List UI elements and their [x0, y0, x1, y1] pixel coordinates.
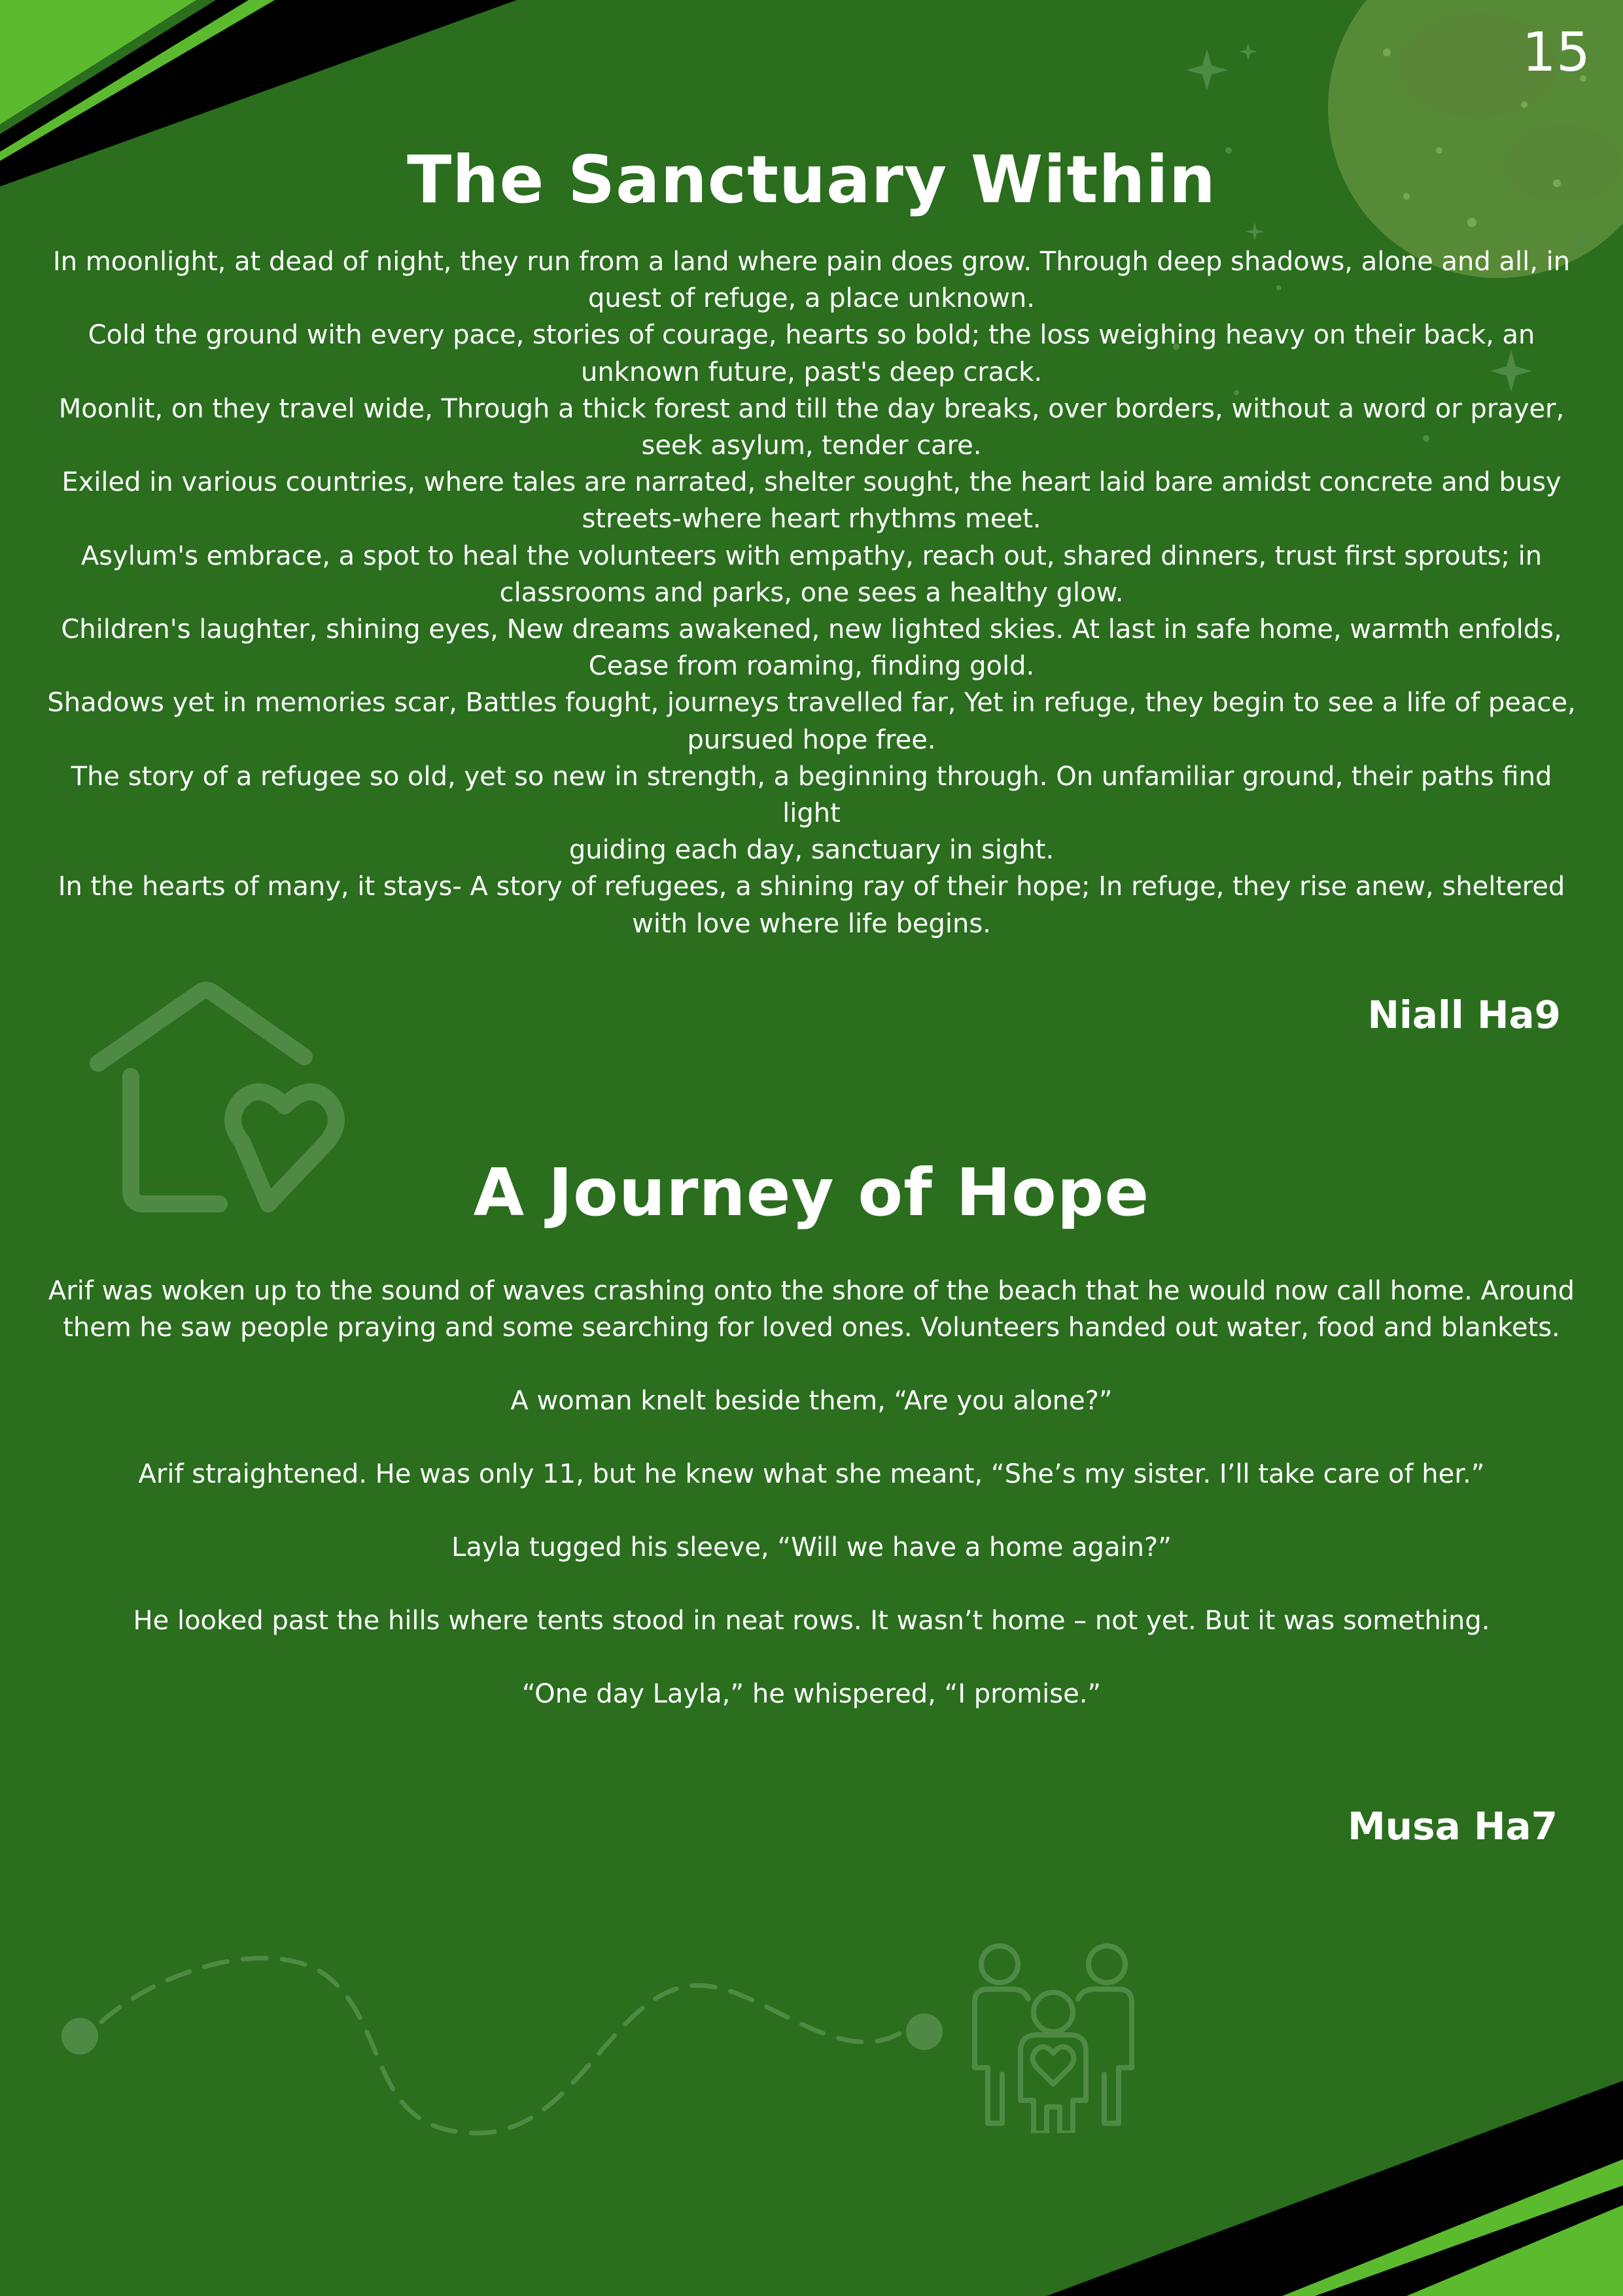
- poem-line: with love where life begins.: [632, 908, 991, 939]
- poem-line: guiding each day, sanctuary in sight.: [568, 835, 1055, 866]
- poem-body: [39, 243, 1584, 942]
- poem-line: Cold the ground with every pace, stories of courage, hearts so bold; the loss weighing heavy on their back, an: [88, 320, 1535, 351]
- story-author: Musa Ha7: [1348, 1804, 1558, 1848]
- story-paragraph: Layla tugged his sleeve, “Will we have a home again?”: [451, 1532, 1172, 1563]
- poem-line: Moonlit, on they travel wide, Through a thick forest and till the day breaks, over borders, without a word or prayer,: [58, 393, 1565, 424]
- dashed-path-icon: [52, 1924, 968, 2146]
- page-number: 15: [1522, 22, 1590, 84]
- poem-line: quest of refuge, a place unknown.: [588, 283, 1035, 314]
- poem-line: In the hearts of many, it stays- A story of refugees, a shining ray of their hope; In refuge, they rise anew, sheltered: [58, 872, 1565, 902]
- poem-line: Children's laughter, shining eyes, New dreams awakened, new lighted skies. At last in safe home, warmth enfolds,: [61, 614, 1562, 645]
- family-icon: [955, 1937, 1151, 2133]
- poem-line: Cease from roaming, finding gold.: [588, 651, 1035, 682]
- story-paragraph: A woman knelt beside them, “Are you alone?”: [510, 1386, 1113, 1416]
- story-paragraph: He looked past the hills where tents stood in neat rows. It wasn’t home – not yet. But it was something.: [133, 1606, 1490, 1636]
- poem-line: seek asylum, tender care.: [641, 431, 982, 461]
- path-start-dot: [61, 2018, 98, 2055]
- poem-line: Exiled in various countries, where tales are narrated, shelter sought, the heart laid bare amidst concrete and busy: [61, 467, 1562, 498]
- poem-author: Niall Ha9: [1367, 993, 1561, 1037]
- poem-line: In moonlight, at dead of night, they run from a land where pain does grow. Through deep shadows, alone and all, in: [52, 247, 1571, 277]
- story-paragraph: Arif straightened. He was only 11, but he knew what she meant, “She’s my sister. I’ll take care of her.”: [138, 1459, 1485, 1489]
- poem-line: streets-where heart rhythms meet.: [582, 504, 1041, 535]
- poem-line: unknown future, past's deep crack.: [580, 357, 1043, 387]
- story-title: A Journey of Hope: [473, 1154, 1150, 1231]
- poem-line: Shadows yet in memories scar, Battles fought, journeys travelled far, Yet in refuge, they begin to see a life of peace,: [47, 688, 1576, 718]
- story-paragraph: Arif was woken up to the sound of waves crashing onto the shore of the beach that he would now call home. Around them he saw people praying and some searching for loved ones. Volunteers handed out water, food and blankets.: [48, 1276, 1575, 1343]
- story-body: [46, 1273, 1577, 1749]
- poem-line: pursued hope free.: [687, 724, 936, 755]
- story-paragraph: “One day Layla,” he whispered, “I promise.”: [521, 1679, 1102, 1709]
- path-end-dot: [906, 2013, 943, 2050]
- poem-line: Asylum's embrace, a spot to heal the volunteers with empathy, reach out, shared dinners, trust first sprouts; in: [80, 540, 1543, 571]
- poem-title: The Sanctuary Within: [407, 141, 1216, 218]
- poem-line: The story of a refugee so old, yet so new in strength, a beginning through. On unfamiliar ground, their paths find light: [71, 761, 1552, 829]
- poem-line: classrooms and parks, one sees a healthy glow.: [499, 577, 1124, 608]
